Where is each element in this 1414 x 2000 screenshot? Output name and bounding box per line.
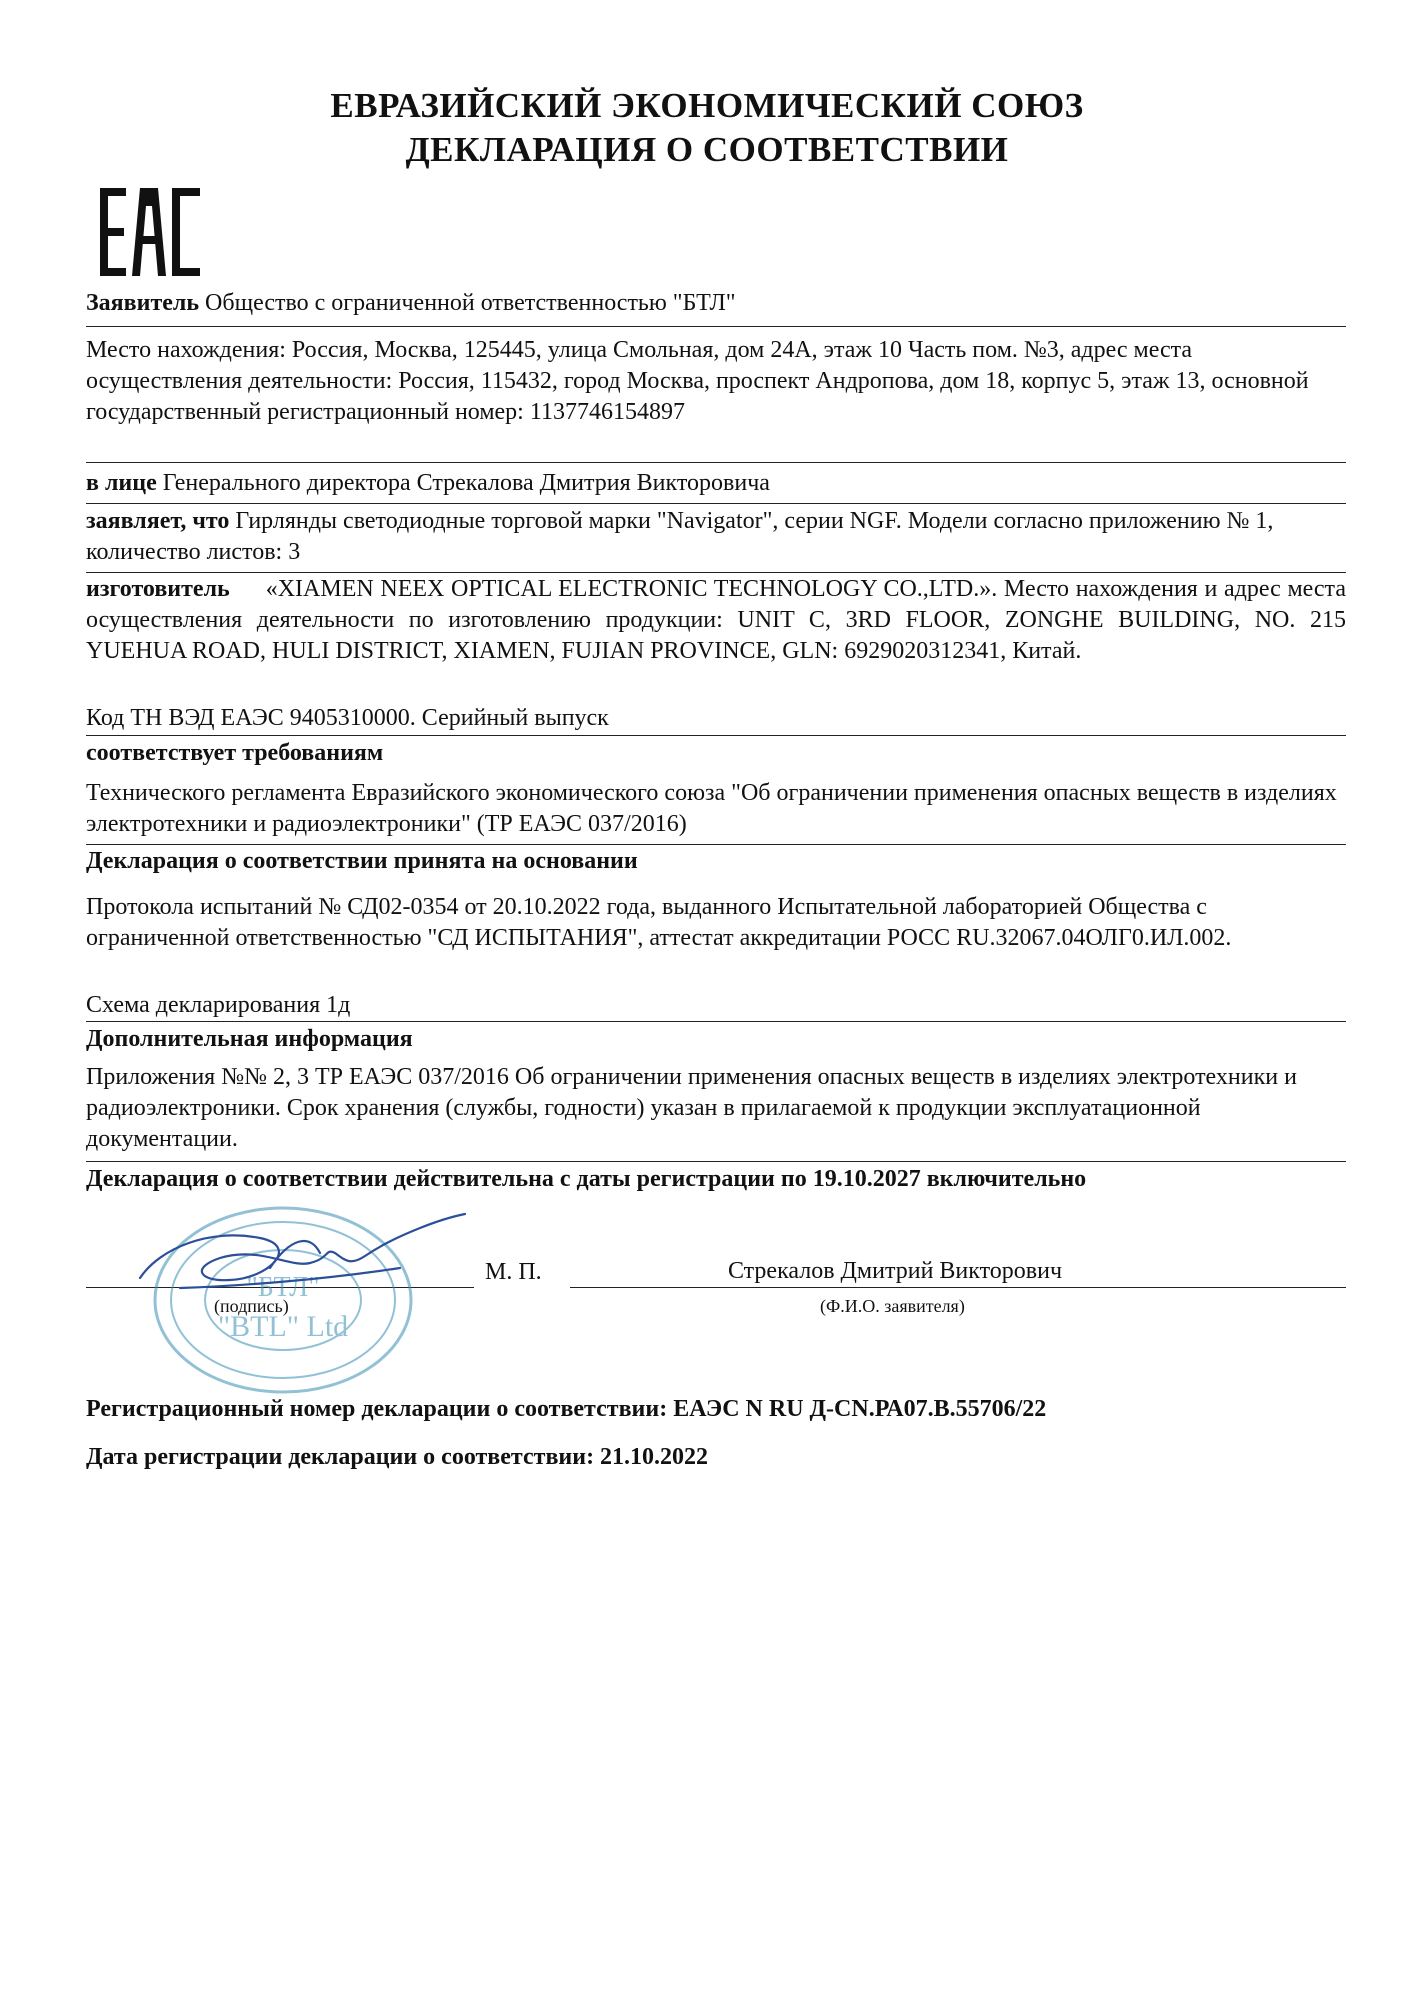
svg-text:"BTL" Ltd: "BTL" Ltd: [217, 1310, 349, 1343]
signer-name: Стрекалов Дмитрий Викторович: [727, 1258, 1063, 1284]
divider: [86, 844, 1346, 845]
applicant-label: Заявитель: [86, 290, 200, 316]
representative-value: Генерального директора Стрекалова Дмитрия Викторовича: [162, 470, 770, 496]
manufacturer-block: [86, 574, 1346, 667]
divider: [86, 572, 1346, 573]
representative-line: [86, 468, 1346, 499]
requirements-heading: соответствует требованиям: [86, 740, 384, 766]
additional-text: Приложения №№ 2, 3 ТР ЕАЭС 037/2016 Об ограничении применения опасных веществ в изделиях электротехники и радиоэлектроники. Срок хранения (службы, годности) указан в прилагаемой к продукции эксплуатационной документации.: [86, 1064, 1297, 1152]
manufacturer-value: «XIAMEN NEEX OPTICAL ELECTRONIC TECHNOLOGY CO.,LTD.». Место нахождения и адрес места осуществления деятельности по изготовлению продукции: UNIT C, 3RD FLOOR, ZONGHE BUILDING, NO. 215 YUEHUA ROAD, HULI DISTRICT, XIAMEN, FUJIAN PROVINCE, GLN: 6929020312341, Китай.: [86, 576, 1346, 664]
basis-heading: Декларация о соответствии принята на основании: [86, 848, 638, 874]
document-title: ДЕКЛАРАЦИЯ О СООТВЕТСТВИИ: [405, 130, 1009, 169]
divider: [86, 326, 1346, 327]
eac-logo-icon: [100, 178, 202, 278]
signature-caption: (подпись): [214, 1296, 289, 1316]
additional-heading: Дополнительная информация: [86, 1026, 413, 1052]
basis-text: Протокола испытаний № СД02-0354 от 20.10.2022 года, выданного Испытательной лабораторией Общества с ограниченной ответственностью "СД ИСПЫТАНИЯ", аттестат аккредитации РОСС RU.32067.04ОЛГ0.ИЛ.002.: [86, 894, 1232, 951]
divider: [86, 462, 1346, 463]
name-caption: (Ф.И.О. заявителя): [820, 1296, 965, 1316]
applicant-line: [86, 288, 1346, 319]
union-title: ЕВРАЗИЙСКИЙ ЭКОНОМИЧЕСКИЙ СОЮЗ: [330, 86, 1084, 125]
svg-text:"БТЛ": "БТЛ": [246, 1272, 320, 1303]
applicant-value: Общество с ограниченной ответственностью "БТЛ": [205, 290, 736, 316]
registration-number: Регистрационный номер декларации о соответствии: ЕАЭС N RU Д-CN.РА07.В.55706/22: [86, 1396, 1047, 1422]
name-line: [570, 1287, 1346, 1288]
declares-block: [86, 506, 1346, 568]
declares-value: Гирлянды светодиодные торговой марки "Navigator", серии NGF. Модели согласно приложению № 1, количество листов: 3: [86, 508, 1274, 565]
requirements-text: Технического регламента Евразийского экономического союза "Об ограничении применения опасных веществ в изделиях электротехники и радиоэлектроники" (ТР ЕАЭС 037/2016): [86, 780, 1337, 837]
divider: [86, 1161, 1346, 1162]
seal-label: М. П.: [485, 1259, 542, 1285]
divider: [86, 503, 1346, 504]
declaration-scheme: Схема декларирования 1д: [86, 992, 351, 1018]
divider: [86, 1021, 1346, 1022]
manufacturer-label: изготовитель: [86, 576, 230, 602]
declares-label: заявляет, что: [86, 508, 230, 534]
applicant-address: Место нахождения: Россия, Москва, 125445, улица Смольная, дом 24А, этаж 10 Часть пом. №3, адрес места осуществления деятельности: Россия, 115432, город Москва, проспект Андропова, дом 18, корпус 5, этаж 13, основной государственный регистрационный номер: 1137746154897: [86, 337, 1309, 425]
handwritten-signature-icon: [120, 1208, 480, 1318]
validity-statement: Декларация о соответствии действительна с даты регистрации по 19.10.2027 включительно: [86, 1166, 1087, 1192]
product-code: Код ТН ВЭД ЕАЭС 9405310000. Серийный выпуск: [86, 705, 609, 731]
registration-date: Дата регистрации декларации о соответствии: 21.10.2022: [86, 1444, 709, 1470]
divider: [86, 735, 1346, 736]
representative-label: в лице: [86, 470, 157, 496]
